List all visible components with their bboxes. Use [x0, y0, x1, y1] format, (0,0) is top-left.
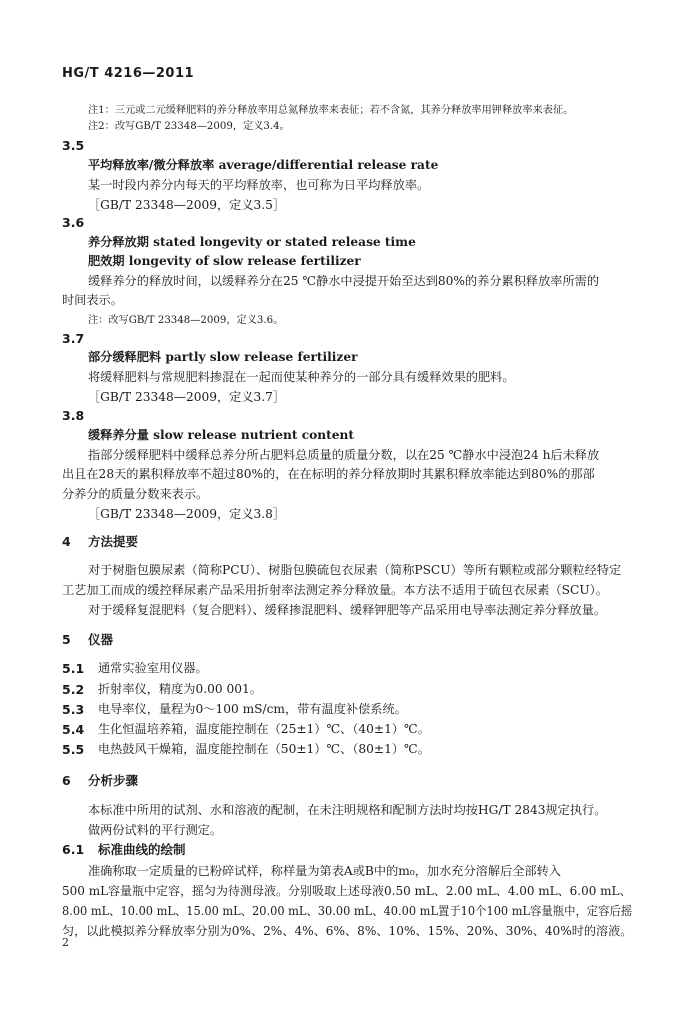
clause-number: 3.5	[62, 138, 85, 153]
paragraph-text: 对于树脂包膜尿素（简称PCU）、树脂包膜硫包衣尿素（简称PSCU）等所有颗粒或部分颗粒经特定	[88, 563, 622, 577]
term-heading: 平均释放率/微分释放率 average/differential release rate	[88, 158, 439, 172]
definition-text: 时间表示。	[62, 293, 123, 307]
paragraph-text: 500 mL容量瓶中定容，摇匀为待测母液。分别吸取上述母液0.50 mL、2.00 mL、4.00 mL、6.00 mL、	[62, 884, 632, 898]
section-number: 6	[62, 773, 71, 788]
subclause-number: 6.1	[62, 842, 85, 857]
item-number: 5.4	[62, 722, 85, 737]
item-number: 5.1	[62, 661, 85, 676]
paragraph-text: 本标准中所用的试剂、水和溶液的配制，在未注明规格和配制方法时均按HG/T 2843规定执行。	[88, 803, 607, 817]
item-number: 5.2	[62, 682, 85, 697]
section-title: 方法提要	[88, 534, 139, 549]
standard-code-header: HG/T 4216—2011	[62, 66, 195, 81]
section-title: 分析步骤	[88, 773, 139, 788]
definition-note: 注：改写GB/T 23348—2009，定义3.6。	[88, 315, 284, 326]
definition-text: 将缓释肥料与常规肥料掺混在一起而使某种养分的一部分具有缓释效果的肥料。	[88, 370, 515, 384]
item-number: 5.5	[62, 742, 85, 757]
definition-text: 出且在28天的累积释放率不超过80%的，在在标明的养分释放期时其累积释放率能达到80%的那部	[62, 467, 595, 481]
term-heading-alt: 肥效期 longevity of slow release fertilizer	[88, 254, 361, 268]
definition-source: ［GB/T 23348—2009，定义3.7］	[88, 390, 286, 404]
clause-number: 3.8	[62, 408, 85, 423]
note-2: 注2：改写GB/T 23348—2009，定义3.4。	[88, 121, 290, 132]
definition-text: 缓释养分的释放时间，以缓释养分在25 ℃静水中浸提开始至达到80%的养分累积释放率所需的	[88, 274, 600, 288]
definition-source: ［GB/T 23348—2009，定义3.5］	[88, 198, 286, 212]
page-number: 2	[62, 936, 69, 949]
term-heading: 缓释养分量 slow release nutrient content	[88, 428, 355, 442]
definition-text: 分养分的质量分数来表示。	[62, 487, 209, 501]
item-text: 生化恒温培养箱，温度能控制在（25±1）℃、（40±1）℃。	[98, 722, 430, 736]
paragraph-text: 准确称取一定质量的已粉碎试样，称样量为第表A或B中的m₀，加水充分溶解后全部转入	[88, 864, 561, 878]
item-text: 通常实验室用仪器。	[98, 661, 208, 675]
paragraph-text: 做两份试料的平行测定。	[88, 823, 223, 837]
section-number: 5	[62, 632, 71, 647]
definition-text: 某一时段内养分内每天的平均释放率，也可称为日平均释放率。	[88, 178, 430, 192]
paragraph-text: 工艺加工而成的缓控释尿素产品采用折射率法测定养分释放量。本方法不适用于硫包衣尿素（SCU）。	[62, 583, 608, 597]
item-text: 电热鼓风干燥箱，温度能控制在（50±1）℃、（80±1）℃。	[98, 742, 430, 756]
definition-source: ［GB/T 23348—2009，定义3.8］	[88, 507, 286, 521]
item-text: 电导率仪，量程为0～100 mS/cm，带有温度补偿系统。	[98, 702, 407, 716]
item-text: 折射率仪，精度为0.00 001。	[98, 682, 262, 696]
section-title: 仪器	[88, 632, 114, 647]
paragraph-text: 对于缓释复混肥料（复合肥料）、缓释掺混肥料、缓释钾肥等产品采用电导率法测定养分释放量。	[88, 603, 606, 617]
term-heading: 部分缓释肥料 partly slow release fertilizer	[88, 350, 358, 364]
subclause-title: 标准曲线的绘制	[98, 842, 186, 857]
section-number: 4	[62, 534, 71, 549]
definition-text: 指部分缓释肥料中缓释总养分所占肥料总质量的质量分数，以在25 ℃静水中浸泡24 h后未释放	[88, 448, 600, 462]
item-number: 5.3	[62, 702, 85, 717]
term-heading: 养分释放期 stated longevity or stated release time	[88, 235, 416, 249]
paragraph-text: 匀，以此模拟养分释放率分别为0%、2%、4%、6%、8%、10%、15%、20%、30%、40%时的溶液。	[62, 924, 633, 938]
clause-number: 3.6	[62, 215, 85, 230]
paragraph-text: 8.00 mL、10.00 mL、15.00 mL、20.00 mL、30.00 mL、40.00 mL置于10个100 mL容量瓶中，定容后摇	[62, 904, 633, 918]
clause-number: 3.7	[62, 331, 85, 346]
note-1: 注1：三元或二元缓释肥料的养分释放率用总氮释放率来表征；若不含氮，其养分释放率用钾释放率来表征。	[88, 105, 574, 116]
